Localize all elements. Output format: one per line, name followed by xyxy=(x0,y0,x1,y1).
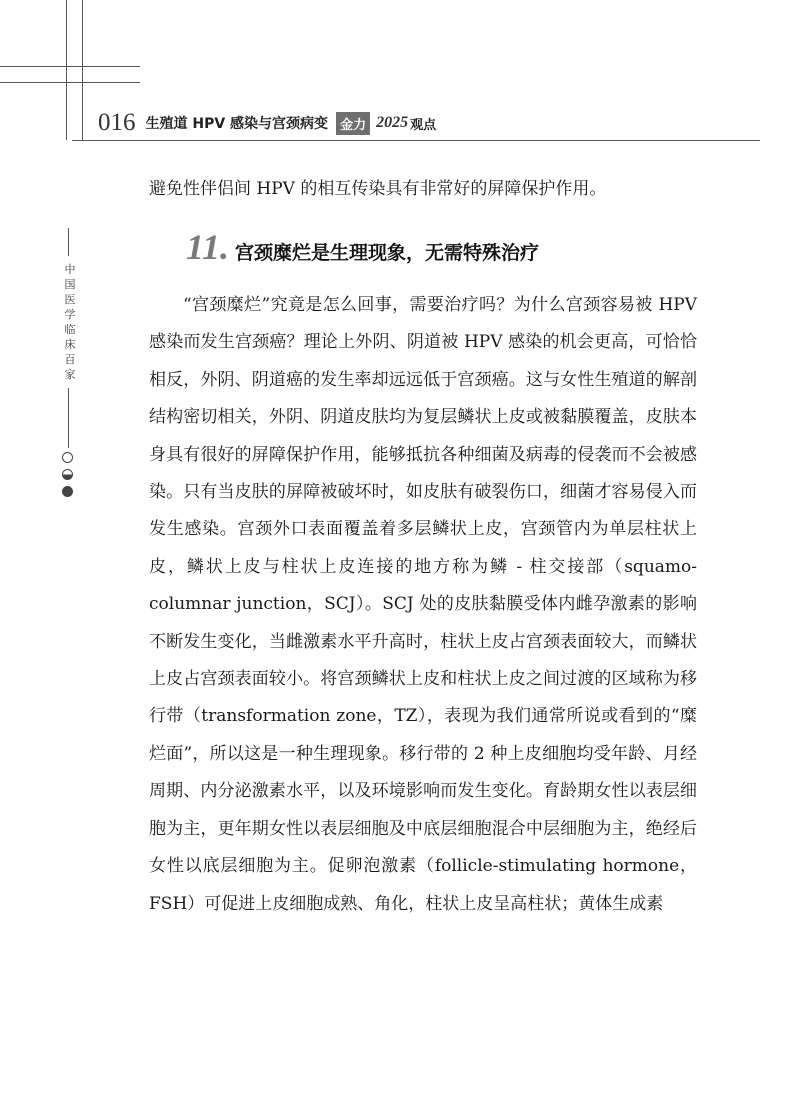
section-title: 宫颈糜烂是生理现象，无需特殊治疗 xyxy=(235,242,540,264)
running-header xyxy=(98,106,436,140)
corner-rule-vertical-1 xyxy=(66,0,67,140)
sidebar-series-label: 中国医学临床百家 xyxy=(64,263,76,381)
page-number: 016 xyxy=(98,109,136,136)
section-number: 11. xyxy=(186,227,230,267)
corner-rule-vertical-2 xyxy=(82,0,83,140)
series-year: 2025 xyxy=(376,114,409,131)
circle-filled-icon xyxy=(62,486,73,497)
corner-rule-horizontal-1 xyxy=(0,66,140,67)
body-paragraph: “宫颈糜烂”究竟是怎么回事，需要治疗吗？为什么宫颈容易被 HPV 感染而发生宫颈癌？理论上外阴、阴道被 HPV 感染的机会更高，可恰恰相反，外阴、阴道癌的发生率却远远低于宫颈癌。这与女性生殖道的解剖结构密切相关，外阴、阴道皮肤均为复层鳞状上皮或被黏膜覆盖，皮肤本身具有很好的屏障保护作用，能够抵抗各种细菌及病毒的侵袭而不会被感染。只有当皮肤的屏障被破坏时，如皮肤有破裂伤口，细菌才容易侵入而发生感染。宫颈外口表面覆盖着多层鳞状上皮，宫颈管内为单层柱状上皮，鳞状上皮与柱状上皮连接的地方称为鳞 - 柱交接部（squamo-columnar junction，SCJ）。SCJ 处的皮肤黏膜受体内雌孕激素的影响不断发生变化，当雌激素水平升高时，柱状上皮占宫颈表面较大，而鳞状上皮占宫颈表面较小。将宫颈鳞状上皮和柱状上皮之间过渡的区域称为移行带（transformation zone，TZ），表现为我们通常所说或看到的“糜烂面”，所以这是一种生理现象。移行带的 2 种上皮细胞均受年龄、月经周期、内分泌激素水平，以及环境影响而发生变化。育龄期女性以表层细胞为主，更年期女性以表层细胞及中底层细胞混合中层细胞为主，绝经后女性以底层细胞为主。促卵泡激素（follicle-stimulating hormone，FSH）可促进上皮细胞成熟、角化，柱状上皮呈高柱状；黄体生成素 xyxy=(149,295,697,914)
circle-outline-icon xyxy=(62,452,73,463)
lead-paragraph: 避免性伴侣间 HPV 的相互传染具有非常好的屏障保护作用。 xyxy=(149,179,607,199)
header-rule xyxy=(72,140,760,141)
series-word: 观点 xyxy=(410,117,437,133)
brand-badge: 金力 xyxy=(336,112,370,135)
sidebar-rule-bottom xyxy=(68,388,69,448)
circle-half-icon xyxy=(62,469,73,480)
corner-rule-horizontal-2 xyxy=(0,82,140,83)
book-title: 生殖道 HPV 感染与宫颈病变 xyxy=(145,116,329,132)
section-heading xyxy=(186,226,539,276)
sidebar-rule-top xyxy=(68,228,69,256)
